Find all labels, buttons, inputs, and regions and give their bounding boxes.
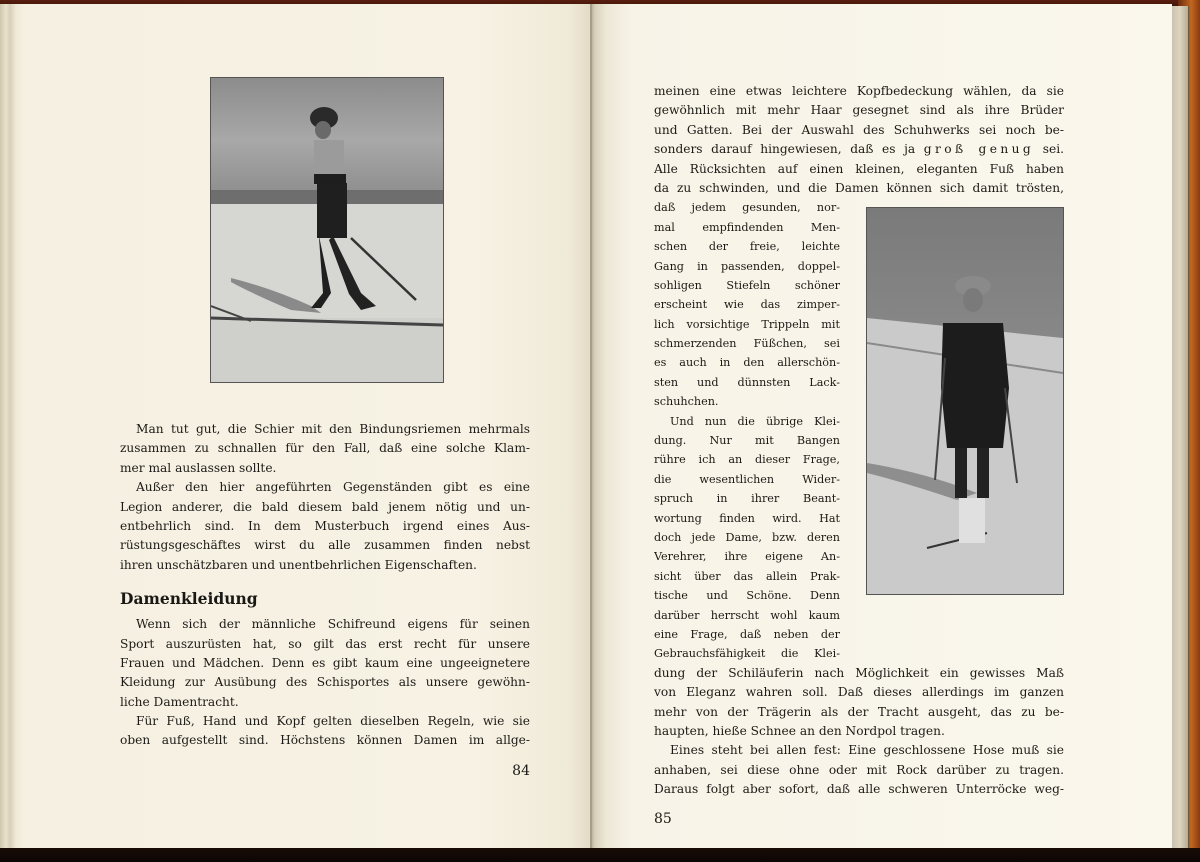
text-line: Gang in passenden, doppel- [654,259,840,273]
text-segment: sonders darauf hingewiesen, daß es ja [654,142,916,157]
text-line: dung. Nur mit Bangen [654,434,840,448]
text-line: es auch in den allerschön- [654,356,840,370]
page-number: 84 [512,762,530,779]
text-line: Frauen und Mädchen. Denn es gibt kaum eine ungeeignetere [120,655,530,670]
right-page [592,4,1172,848]
text-line: ihren unschätzbaren und unentbehrlichen Eigenschaften. [120,557,477,572]
right-text-column [654,82,1064,829]
text-line: entbehrlich sind. In dem Musterbuch irgend eines Aus- [120,518,530,533]
text-line: darüber herrscht wohl kaum [654,608,840,622]
text-segment: sei. [1042,142,1064,157]
right-text-top [654,82,1064,198]
text-line: schen der freie, leichte [654,240,840,254]
text-line: Man tut gut, die Schier mit den Bindungsriemen mehrmals [136,422,530,436]
text-line: die wesentlichen Wider- [654,472,840,486]
text-line: spruch in ihrer Beant- [654,492,840,506]
text-line: schuhchen. [654,395,719,409]
photo-woman-skiing [210,77,444,383]
paragraph [120,478,530,575]
text-line: anhaben, sei diese ohne oder mit Rock darüber zu tragen. [654,762,1064,777]
text-line: Verehrer, ihre eigene An- [654,550,840,564]
text-line: Sport auszurüsten hat, so gilt das erst recht für unsere [120,636,530,651]
text-line: Und nun die übrige Klei- [670,414,840,428]
text-line: liche Damentracht. [120,694,239,709]
paragraph [120,615,530,712]
text-line: von Eleganz wahren soll. Daß dieses allerdings im ganzen [654,685,1064,700]
page-number: 85 [654,811,672,828]
text-line: rühre ich an dieser Frage, [654,453,840,467]
left-page [0,4,592,848]
text-line: eine Frage, daß neben der [654,627,840,641]
left-text-column [120,420,530,781]
text-line: mer mal auslassen sollte. [120,460,277,475]
text-line: Eines steht bei allen fest: Eine geschlossene Hose muß sie [670,743,1064,758]
text-line: sohligen Stiefeln schöner [654,278,840,292]
text-line: Kleidung zur Ausübung des Schisportes als unsere gewöhn- [120,675,530,690]
text-line: da zu schwinden, und die Damen können sich damit trösten, [654,180,1064,195]
text-line: Wenn sich der männliche Schifreund eigens für seinen [136,617,530,632]
text-line: mal empfindenden Men- [654,220,840,234]
photo-image [211,78,443,382]
text-line: daß jedem gesunden, nor- [654,201,840,215]
text-line: meinen eine etwas leichtere Kopfbedeckung wählen, da sie [654,84,1064,98]
text-line: dung der Schiläuferin nach Möglichkeit ein gewisses Maß [654,665,1064,680]
text-line: mehr von der Trägerin als der Tracht ausgeht, das zu be- [654,704,1064,719]
right-text-narrow-1 [654,198,840,411]
right-text-bottom [654,664,1064,800]
text-line: gewöhnlich mit mehr Haar gesegnet sind als ihre Brüder [654,103,1064,118]
text-line: rüstungsgeschäftes wirst du alle zusammen finden nebst [120,538,530,553]
text-line: wortung finden wird. Hat [654,511,840,525]
text-line: Alle Rücksichten auf einen kleinen, eleganten Fuß haben [654,161,1064,176]
book-cover-bottom [0,848,1200,862]
text-line: Für Fuß, Hand und Kopf gelten dieselben Regeln, wie sie [136,714,530,729]
paragraph [120,420,530,478]
emphasized-text: groß genug [923,142,1035,157]
text-line: haupten, hieße Schnee an den Nordpol tragen. [654,723,945,738]
text-line: sicht über das allein Prak- [654,569,840,583]
text-line: tische und Schöne. Denn [654,589,840,603]
text-line: lich vorsichtige Trippeln mit [654,317,840,331]
text-line: doch jede Dame, bzw. deren [654,530,840,544]
page-edges [1172,6,1189,848]
text-line: Daraus folgt aber sofort, daß alle schweren Unterröcke weg- [654,782,1064,797]
text-line: erscheint wie das zimper- [654,298,840,312]
section-heading: Damenkleidung [120,589,258,609]
text-line: Außer den hier angeführten Gegenständen gibt es eine [136,480,530,495]
right-text-narrow-2 [654,412,840,664]
text-line: sten und dünnsten Lack- [654,375,840,389]
paragraph [120,712,530,751]
text-line: oben aufgestellt sind. Höchstens können Damen im allge- [120,733,530,748]
text-line [654,140,1064,159]
text-line: Gebrauchsfähigkeit die Klei- [654,647,840,661]
text-line: und Gatten. Bei der Auswahl des Schuhwerks sei noch be- [654,122,1064,137]
text-line: zusammen zu schnallen für den Fall, daß eine solche Klam- [120,441,530,456]
text-line: schmerzenden Füßchen, sei [654,337,840,351]
text-line: Legion anderer, die bald diesem bald jenem nötig und un- [120,499,530,514]
